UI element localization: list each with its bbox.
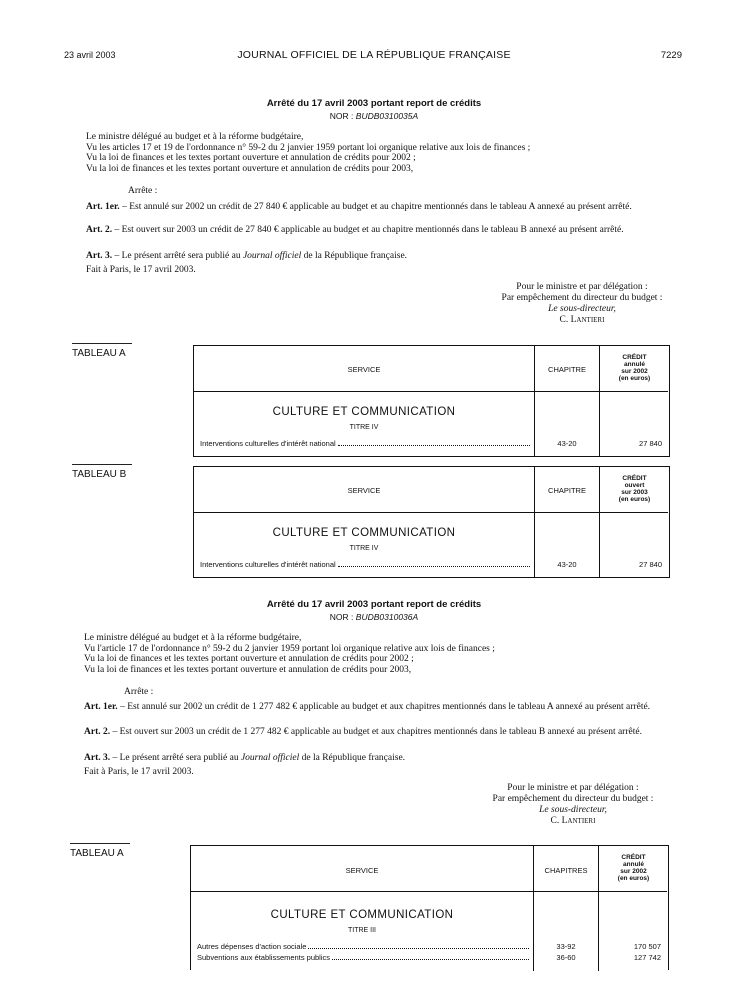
arrete-2-nor: NOR : BUDB0310036A: [329, 612, 419, 622]
table-row: Autres dépenses d'action sociale: [197, 942, 531, 951]
header-date: 23 avril 2003: [64, 50, 116, 60]
arrete-2-art2: Art. 2. – Est ouvert sur 2003 un crédit de 1 277 482 € applicable au budget et aux chapitres mentionnés dans le tableau B annexé au présent arrêté.: [84, 727, 642, 737]
section-title: CULTURE ET COMMUNICATION: [272, 406, 456, 418]
col-credit: CRÉDIT annulé sur 2002 (en euros): [618, 354, 651, 382]
col-chapitre: CHAPITRE: [548, 486, 586, 495]
credit-value: 127 742: [633, 953, 661, 962]
intro-line: Le ministre délégué au budget et à la réforme budgétaire,: [86, 132, 304, 142]
tableau-a-2-label: TABLEAU A: [70, 843, 130, 859]
table-row: Interventions culturelles d'intérêt national: [200, 560, 532, 569]
arrete-1-intro: [86, 132, 686, 174]
tableau-b-1-label: TABLEAU B: [72, 464, 132, 480]
arrete-1-art1: Art. 1er. – Est annulé sur 2002 un crédit de 27 840 € applicable au budget et au chapitre mentionnés dans le tableau A annexé au présent arrêté.: [86, 202, 632, 212]
arrete-2-title: Arrêté du 17 avril 2003 portant report de crédits: [266, 599, 482, 610]
arrete-1-arrete: Arrête :: [128, 186, 158, 196]
arrete-2-art3: Art. 3. – Le présent arrêté sera publié au Journal officiel de la République française.: [84, 753, 406, 763]
arrete-1-fait: Fait à Paris, le 17 avril 2003.: [86, 265, 196, 275]
col-service: SERVICE: [347, 365, 381, 374]
chapitre-value: 33-92: [556, 942, 576, 951]
arrete-2-art1: Art. 1er. – Est annulé sur 2002 un crédit de 1 277 482 € applicable au budget et aux chapitres mentionnés dans le tableau A annexé au présent arrêté.: [84, 702, 651, 712]
intro-line: Vu la loi de finances et les textes portant ouverture et annulation de crédits pour 2002 ;: [86, 153, 416, 163]
arrete-1-nor: NOR : BUDB0310035A: [329, 111, 419, 121]
col-credit: CRÉDIT ouvert sur 2003 (en euros): [618, 475, 651, 503]
credit-value: 27 840: [639, 560, 662, 569]
col-credit: CRÉDIT annulé sur 2002 (en euros): [617, 854, 650, 882]
tableau-a-1: [193, 345, 670, 457]
table-row: Subventions aux établissements publics: [197, 953, 531, 962]
intro-line: Le ministre délégué au budget et à la réforme budgétaire,: [84, 633, 302, 643]
titre: TITRE III: [348, 927, 376, 934]
arrete-2-arrete: Arrête :: [124, 687, 154, 697]
tableau-a-2: [190, 845, 669, 970]
intro-line: Vu la loi de finances et les textes portant ouverture et annulation de crédits pour 2003,: [84, 664, 412, 675]
section-title: CULTURE ET COMMUNICATION: [272, 527, 456, 539]
arrete-1-art2: Art. 2. – Est ouvert sur 2003 un crédit de 27 840 € applicable au budget et au chapitre mentionnés dans le tableau B annexé au présent arrêté.: [86, 225, 624, 235]
intro-line: Vu l'article 17 de l'ordonnance n° 59-2 du 2 janvier 1959 portant loi organique relative aux lois de finances ;: [84, 643, 495, 654]
arrete-2-fait: Fait à Paris, le 17 avril 2003.: [84, 767, 194, 777]
arrete-1-signature: Pour le ministre et par délégation : Par empêchement du directeur du budget : Le sous-directeur, C. Lantieri: [501, 282, 663, 325]
tableau-b-1: [193, 466, 670, 578]
chapitre-value: 43-20: [557, 439, 577, 448]
titre: TITRE IV: [349, 424, 379, 431]
intro-line: Vu la loi de finances et les textes portant ouverture et annulation de crédits pour 2002 ;: [84, 654, 414, 664]
titre: TITRE IV: [349, 545, 379, 552]
section-title: CULTURE ET COMMUNICATION: [270, 909, 454, 921]
arrete-2-intro: [84, 633, 684, 675]
page-number: 7229: [660, 50, 682, 61]
col-chapitre: CHAPITRE: [548, 365, 586, 374]
chapitre-value: 43-20: [557, 560, 577, 569]
credit-value: 27 840: [639, 439, 662, 448]
arrete-2-signature: Pour le ministre et par délégation : Par empêchement du directeur du budget : Le sous-directeur, C. Lantieri: [492, 783, 654, 826]
journal-title: JOURNAL OFFICIEL DE LA RÉPUBLIQUE FRANÇAISE: [237, 49, 511, 61]
intro-line: Vu les articles 17 et 19 de l'ordonnance n° 59-2 du 2 janvier 1959 portant loi organique relative aux lois de finances ;: [86, 142, 531, 153]
table-row: Interventions culturelles d'intérêt national: [200, 439, 532, 448]
credit-value: 170 507: [633, 942, 661, 951]
col-service: SERVICE: [347, 486, 381, 495]
arrete-1-title: Arrêté du 17 avril 2003 portant report de crédits: [266, 98, 482, 109]
intro-line: Vu la loi de finances et les textes portant ouverture et annulation de crédits pour 2003,: [86, 163, 414, 174]
arrete-1-art3: Art. 3. – Le présent arrêté sera publié au Journal officiel de la République française.: [86, 251, 408, 261]
tableau-a-1-label: TABLEAU A: [72, 343, 132, 359]
col-service: SERVICE: [345, 866, 379, 875]
chapitre-value: 36-60: [556, 953, 576, 962]
col-chapitre: CHAPITRES: [544, 866, 588, 875]
